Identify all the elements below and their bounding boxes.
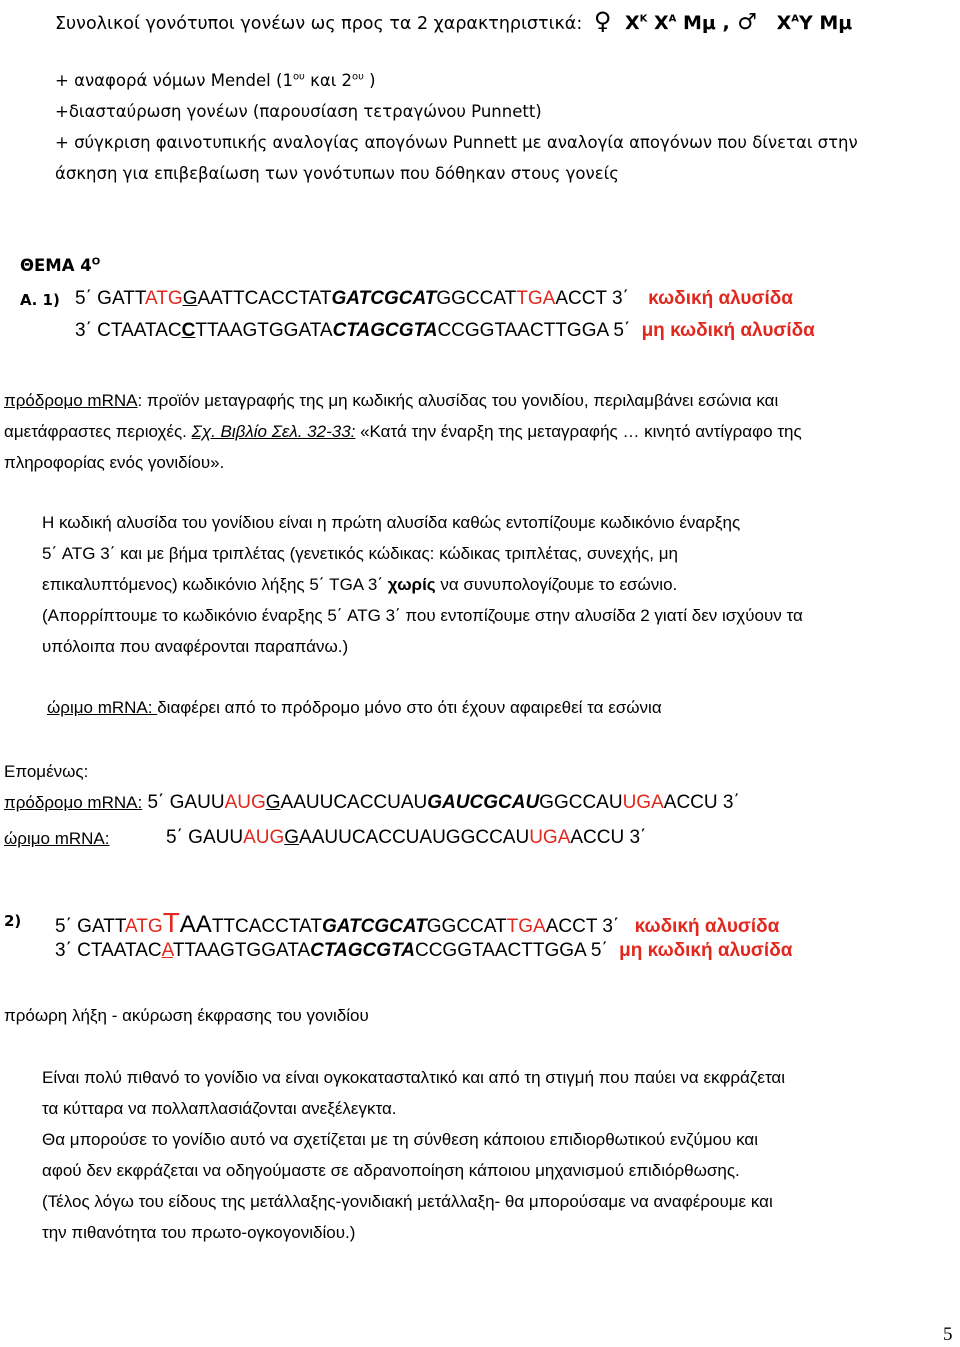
female-genotype: $X^K$ $X^A$ Μμ , bbox=[624, 12, 730, 34]
explanation-line5: υπόλοιπα που αναφέρονται παραπάνω.) bbox=[42, 637, 349, 656]
template-strand-1: 3΄ CTAATACCTTAAGTGGATACTAGCGTACCGGTAACTTGGA 5΄ μη κωδική αλυσίδα bbox=[75, 320, 815, 341]
pre-mrna-sequence-line bbox=[4, 792, 740, 814]
explanation-line3: επικαλυπτόμενος) κωδικόνιο λήξης 5΄ TGA 3΄ χωρίς να συνυπολογίζουμε το εσώνιο. bbox=[42, 575, 678, 594]
note-punnett: +διασταύρωση γονέων (παρουσίαση τετραγώνου Punnett) bbox=[55, 102, 542, 121]
theme-title: ΘΕΜΑ $4^O$ bbox=[20, 256, 101, 275]
note-compare: + σύγκριση φαινοτυπικής αναλογίας απογόνων Punnett με αναλογία απογόνων που δίνεται στην bbox=[55, 133, 858, 152]
premature-stop-heading: πρόωρη λήξη - ακύρωση έκφρασης του γονιδίου bbox=[4, 1006, 369, 1025]
pre-mrna-sequence: 5΄ GAUUAUGGAAUUCACCUAUGAUCGCAUGGCCAUUGAACCU 3΄ bbox=[142, 792, 740, 813]
male-genotype: $X^A\Upsilon$ Μμ bbox=[776, 12, 853, 34]
mature-mrna-def: ώριμο mRNA: διαφέρει από το πρόδρομο μόνο στο ότι έχουν αφαιρεθεί τα εσώνια bbox=[47, 698, 662, 717]
template-strand-2-label: μη κωδική αλυσίδα bbox=[619, 940, 793, 961]
part-a-label: Α. 1) bbox=[20, 291, 60, 309]
part2-para-line3: Θα μπορούσε το γονίδιο αυτό να σχετίζεται με τη σύνθεση κάποιου επιδιορθωτικού ενζύμου και bbox=[42, 1130, 758, 1149]
template-strand-label: μη κωδική αλυσίδα bbox=[641, 320, 815, 341]
note-compare-cont: άσκηση για επιβεβαίωση των γονότυπων που δόθηκαν στους γονείς bbox=[55, 164, 619, 183]
mature-mrna-term: ώριμο mRNA: bbox=[47, 698, 158, 717]
part2-para-line2: τα κύτταρα να πολλαπλασιάζονται ανεξέλεγκτα. bbox=[42, 1099, 397, 1118]
pre-mrna-def-line1: πρόδρομο mRNA: προϊόν μεταγραφής της μη κωδικής αλυσίδας του γονιδίου, περιλαμβάνει εσώνια και bbox=[4, 391, 779, 410]
therefore-label: Επομένως: bbox=[4, 762, 89, 781]
book-reference: Σχ. Βιβλίο Σελ. 32-33: bbox=[191, 422, 356, 441]
page-number: 5 bbox=[943, 1324, 953, 1345]
coding-strand-2: 5΄ GATTATGTAATTCACCTATGATCGCATGGCCATTGAACCT 3΄ κωδική αλυσίδα bbox=[55, 907, 780, 938]
explanation-line1: Η κωδική αλυσίδα του γονίδιου είναι η πρώτη αλυσίδα καθώς εντοπίζουμε κωδικόνιο έναρξης bbox=[42, 513, 741, 532]
mature-mrna-sequence: 5΄ GAUUAUGGAAUUCACCUAUGGCCAUUGAACCU 3΄ bbox=[166, 827, 647, 848]
mature-mrna-seq-label: ώριμο mRNA: bbox=[4, 829, 110, 848]
female-symbol: ♀ bbox=[593, 7, 612, 35]
coding-strand-2-label: κωδική αλυσίδα bbox=[634, 916, 780, 937]
male-symbol: ♂ bbox=[737, 10, 758, 35]
part-2-label: 2) bbox=[4, 912, 22, 930]
pre-mrna-term: πρόδρομο mRNA bbox=[4, 391, 138, 410]
pre-mrna-seq-label: πρόδρομο mRNA: bbox=[4, 793, 143, 812]
note-mendel: + αναφορά νόμων Mendel ($1^{o\upsilon}$ και $2^{o\upsilon}$ ) bbox=[55, 71, 376, 90]
template-strand-2: 3΄ CTAATACATTAAGTGGATACTAGCGTACCGGTAACTTGGA 5΄ μη κωδική αλυσίδα bbox=[55, 940, 793, 961]
pre-mrna-def-line3: πληροφορίας ενός γονιδίου». bbox=[4, 453, 225, 472]
coding-strand-1: 5΄ GATTATGGAATTCACCTATGATCGCATGGCCATTGAACCT 3΄ κωδική αλυσίδα bbox=[75, 288, 793, 309]
part2-para-line5: (Τέλος λόγω του είδους της μετάλλαξης-γονιδιακή μετάλλαξη- θα μπορούσαμε να αναφέρουμε και bbox=[42, 1192, 773, 1211]
part2-para-line6: την πιθανότητα του πρωτο-ογκογονιδίου.) bbox=[42, 1223, 356, 1242]
explanation-line4: (Απορρίπτουμε το κωδικόνιο έναρξης 5΄ ATG 3΄ που εντοπίζουμε στην αλυσίδα 2 γιατί δεν ισχύουν τα bbox=[42, 606, 803, 625]
pre-mrna-def-line2: αμετάφραστες περιοχές. Σχ. Βιβλίο Σελ. 32-33: «Κατά την έναρξη της μεταγραφής … κινητό αντίγραφο της bbox=[4, 422, 802, 441]
part2-para-line4: αφού δεν εκφράζεται να οδηγούμαστε σε αδρανοποίηση κάποιου μηχανισμού επιδιόρθωσης. bbox=[42, 1161, 740, 1180]
explanation-line2: 5΄ ATG 3΄ και με βήμα τριπλέτας (γενετικός κώδικας: κώδικας τριπλέτας, συνεχής, μη bbox=[42, 544, 678, 563]
genotypes-line: Συνολικοί γονότυποι γονέων ως προς τα 2 χαρακτηριστικά: ♀ $X^K$ $X^A$ Μμ , ♂ $X^A\Upsilon$ Μμ bbox=[55, 7, 853, 35]
part2-para-line1: Είναι πολύ πιθανό το γονίδιο να είναι ογκοκατασταλτικό και από τη στιγμή που παύει να εκφράζεται bbox=[42, 1068, 786, 1087]
coding-strand-label: κωδική αλυσίδα bbox=[648, 288, 793, 309]
